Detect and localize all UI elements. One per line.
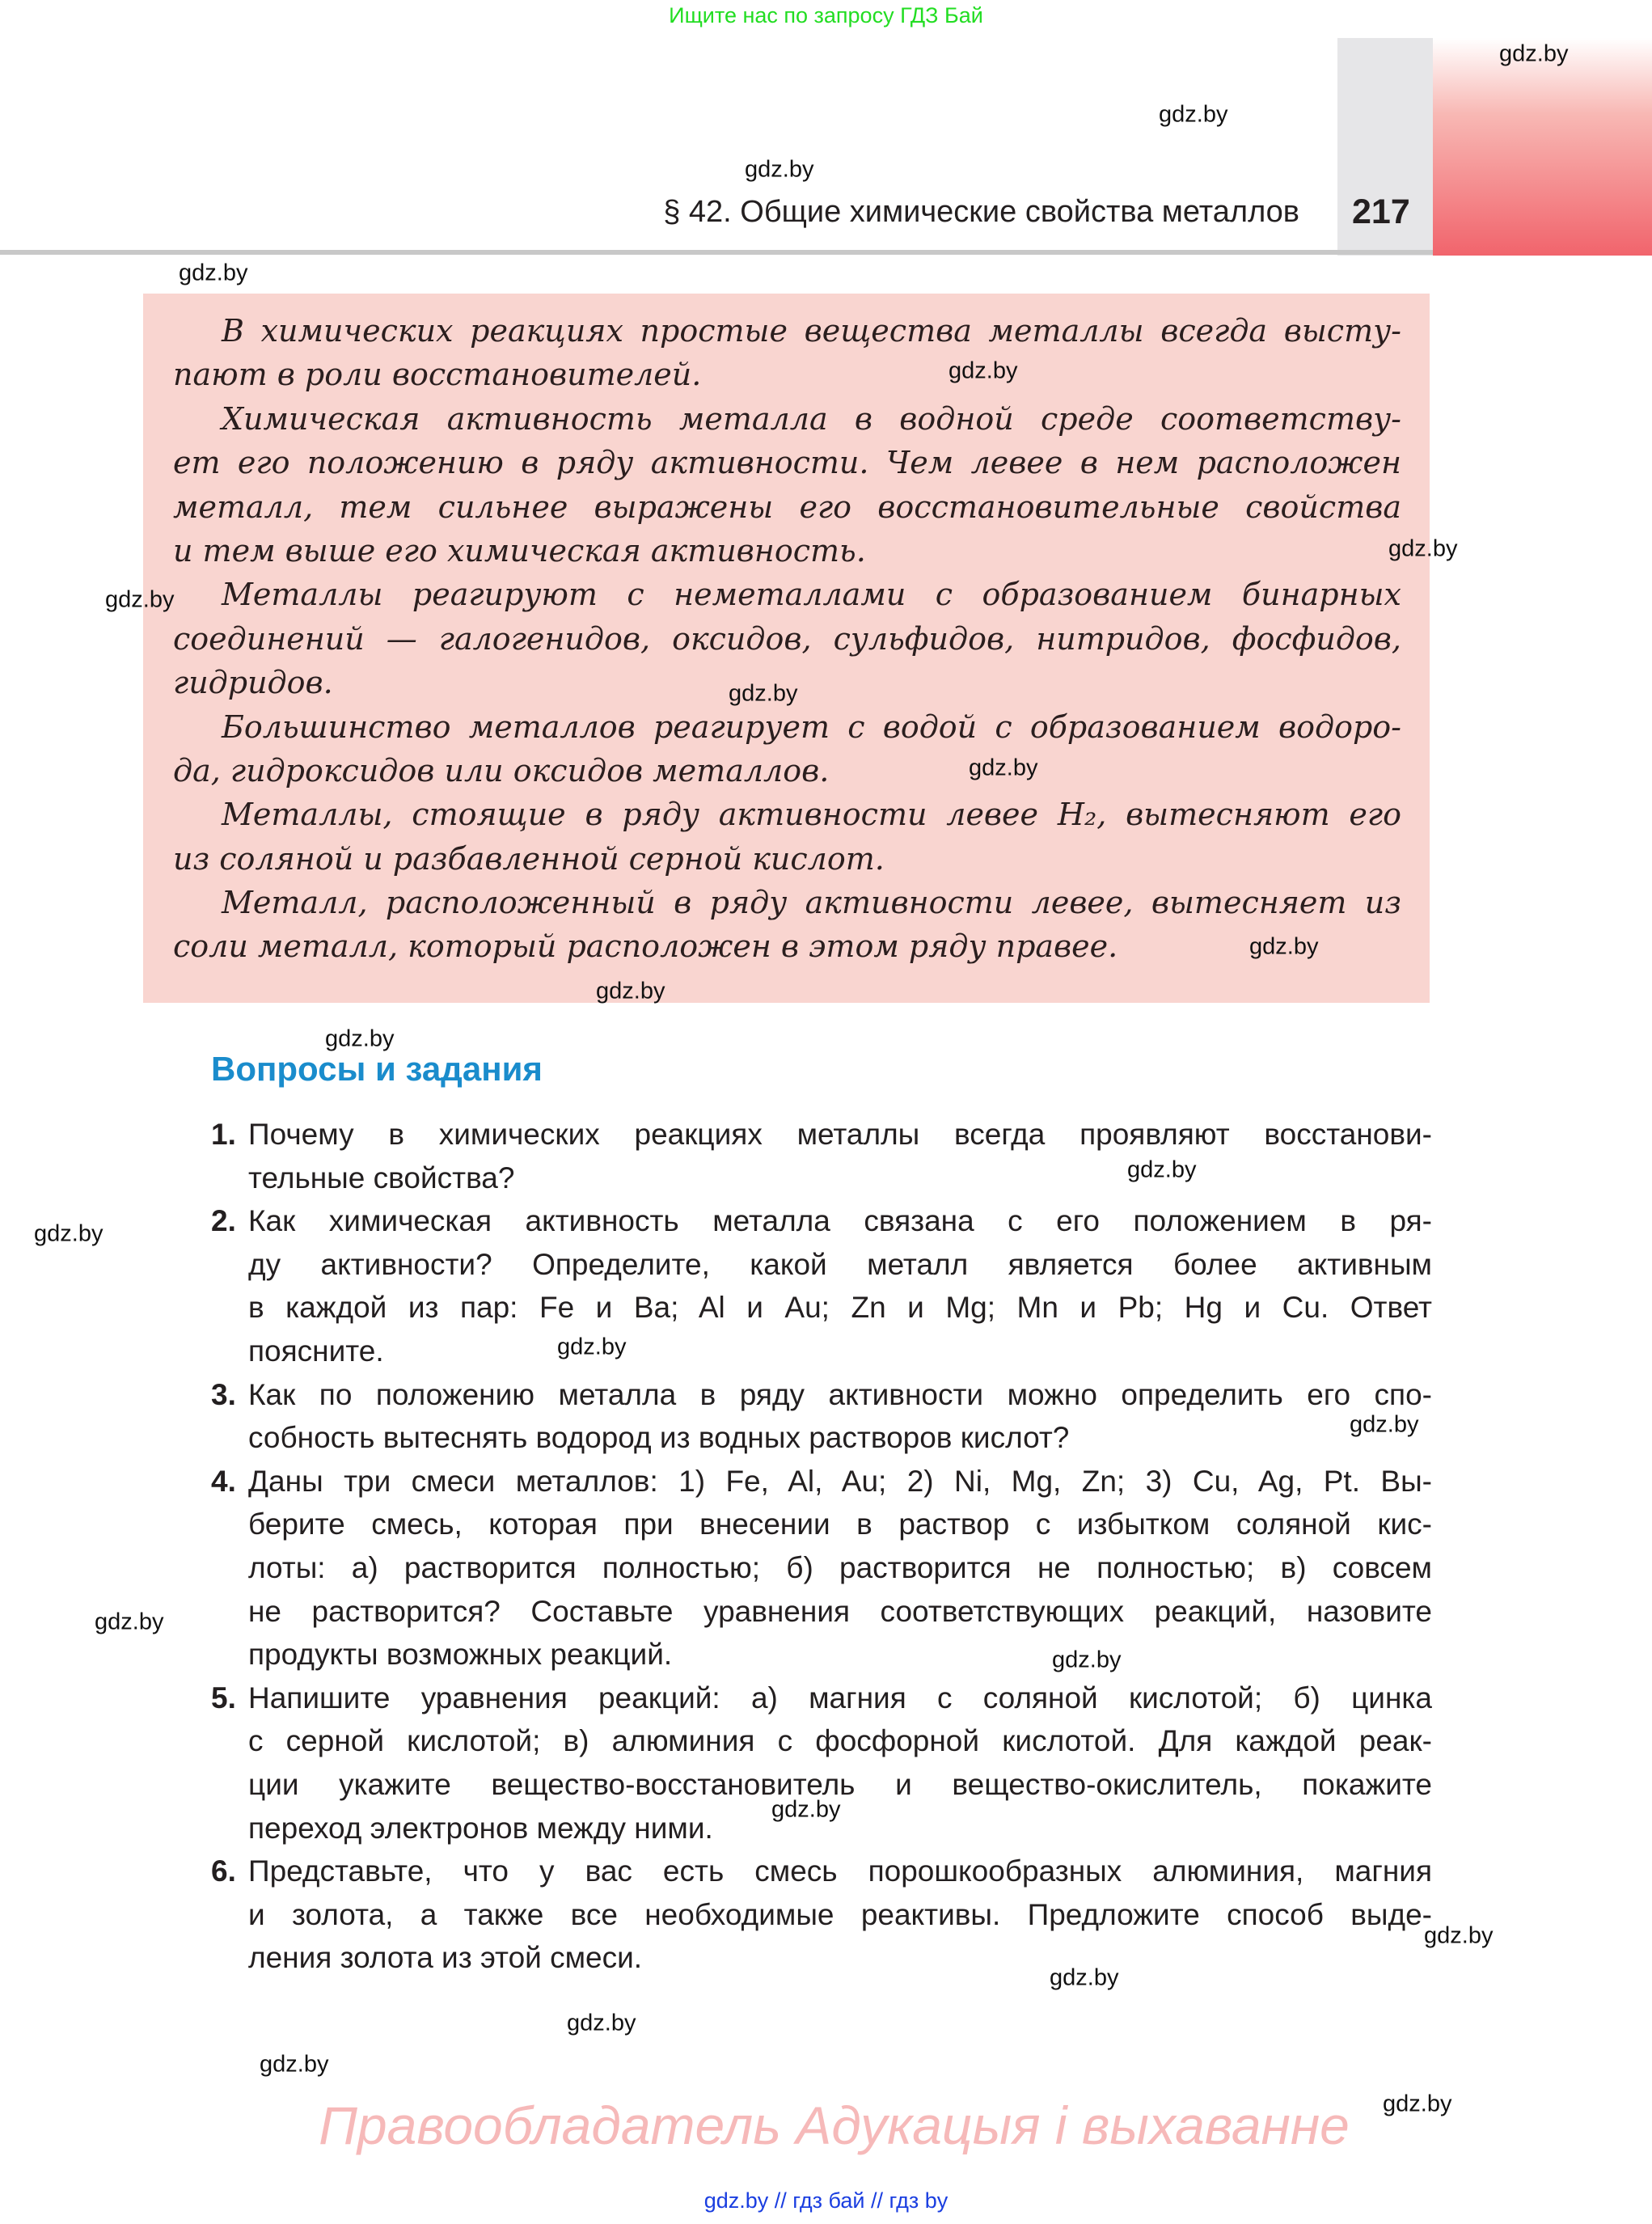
question-line: с серной кислотой; в) алюминия с фосфорной кислотой. Для каждой реак- (248, 1724, 1432, 1758)
question-number: 1. (211, 1118, 236, 1151)
summary-line: пают в роли восстановителей. (173, 357, 702, 393)
question-line: ду активности? Определите, какой металл является более активным (248, 1247, 1432, 1281)
gdz-watermark: gdz.by (771, 1796, 841, 1823)
gdz-watermark: gdz.by (949, 357, 1018, 384)
summary-line: В химических реакциях простые вещества металлы всегда высту- (222, 313, 1401, 349)
gdz-watermark: gdz.by (34, 1220, 104, 1247)
summary-paragraph (173, 309, 1401, 397)
questions-heading: Вопросы и задания (211, 1050, 543, 1088)
page-number: 217 (1352, 192, 1410, 231)
section-title: § 42. Общие химические свойства металлов (663, 195, 1299, 229)
question-line: Почему в химических реакциях металлы всегда проявляют восстанови- (248, 1118, 1432, 1151)
gdz-watermark: gdz.by (1350, 1411, 1419, 1438)
summary-text (173, 309, 1401, 969)
summary-line: да, гидроксидов или оксидов металлов. (173, 752, 830, 789)
question-line: тельные свойства? (248, 1161, 515, 1194)
gdz-watermark: gdz.by (1052, 1647, 1122, 1673)
question-line: Как химическая активность металла связана с его положением в ря- (248, 1204, 1432, 1238)
gdz-watermark: gdz.by (1159, 101, 1228, 128)
question-line: Как по положению металла в ряду активности можно определить его спо- (248, 1377, 1432, 1411)
summary-line: Большинство металлов реагирует с водой с образованием водоро- (222, 708, 1401, 745)
summary-line: Металлы, стоящие в ряду активности левее H₂, вытесняют его (222, 797, 1401, 833)
question-line: лоты: а) растворится полностью; б) растворится не полностью; в) совсем (248, 1550, 1432, 1584)
gdz-watermark: gdz.by (1249, 933, 1319, 960)
summary-line: Химическая активность металла в водной среде соответству- (222, 400, 1401, 437)
gdz-watermark: gdz.by (1424, 1922, 1494, 1949)
gdz-watermark: gdz.by (105, 586, 175, 613)
summary-line: гидридов. (173, 665, 333, 701)
question-line: Представьте, что у вас есть смесь порошкообразных алюминия, магния (248, 1854, 1432, 1888)
summary-paragraph (173, 793, 1401, 881)
question-number: 3. (211, 1377, 236, 1411)
summary-line: Металл, расположенный в ряду активности левее, вытесняет из (222, 885, 1401, 921)
question-line: Напишите уравнения реакций: а) магния с соляной кислотой; б) цинка (248, 1681, 1432, 1715)
question-item (211, 1113, 1432, 1199)
summary-paragraph (173, 705, 1401, 793)
question-line: не растворится? Составьте уравнения соответствующих реакций, назовите (248, 1594, 1432, 1628)
gdz-watermark: gdz.by (1050, 1964, 1119, 1991)
question-line: продукты возможных реакций. (248, 1638, 673, 1672)
page-corner-decoration (1433, 38, 1652, 256)
gdz-watermark: gdz.by (1499, 40, 1569, 67)
question-line: ции укажите вещество-восстановитель и вещество-окислитель, покажите (248, 1767, 1432, 1801)
question-number: 5. (211, 1681, 236, 1715)
summary-line: и тем выше его химическая активность. (173, 532, 866, 569)
summary-line: ет его положению в ряду активности. Чем левее в нем расположен (173, 445, 1401, 481)
gdz-watermark: gdz.by (729, 680, 798, 707)
gdz-watermark: gdz.by (557, 1334, 627, 1360)
question-line: переход электронов между ними. (248, 1811, 713, 1845)
copyright-watermark: Правообладатель Адукацыя і выхаванне (319, 2095, 1350, 2155)
summary-line: Металлы реагируют с неметаллами с образованием бинарных (222, 577, 1401, 613)
gdz-watermark: gdz.by (567, 2010, 636, 2036)
gdz-watermark: gdz.by (1388, 535, 1458, 562)
gdz-watermark: gdz.by (969, 755, 1038, 781)
summary-line: из соляной и разбавленной серной кислот. (173, 840, 885, 877)
question-item (211, 1850, 1432, 1980)
summary-line: соединений — галогенидов, оксидов, сульфидов, нитридов, фосфидов, (173, 620, 1401, 657)
summary-paragraph (173, 397, 1401, 573)
question-line: собность вытеснять водород из водных растворов кислот? (248, 1421, 1070, 1455)
footer-links[interactable]: gdz.by // гдз бай // гдз by (703, 2188, 949, 2213)
question-line: Даны три смеси металлов: 1) Fe, Al, Au; 2) Ni, Mg, Zn; 3) Cu, Ag, Pt. Вы- (248, 1464, 1432, 1498)
question-item (211, 1676, 1432, 1850)
header-divider (0, 250, 1433, 255)
gdz-watermark: gdz.by (260, 2051, 329, 2078)
question-number: 6. (211, 1854, 236, 1888)
summary-line: соли металл, который расположен в этом ряду правее. (173, 928, 1118, 965)
gdz-watermark: gdz.by (1383, 2091, 1452, 2117)
gdz-watermark: gdz.by (179, 260, 248, 286)
question-line: берите смесь, которая при внесении в раствор с избытком соляной кис- (248, 1507, 1432, 1541)
question-item (211, 1460, 1432, 1676)
summary-paragraph (173, 881, 1401, 969)
gdz-watermark: gdz.by (596, 978, 665, 1004)
questions-list (211, 1113, 1432, 1980)
gdz-watermark: gdz.by (1127, 1156, 1197, 1183)
question-line: в каждой из пар: Fe и Ba; Al и Au; Zn и Mg; Mn и Pb; Hg и Cu. Ответ (248, 1291, 1432, 1325)
question-number: 4. (211, 1464, 236, 1498)
gdz-watermark: gdz.by (745, 156, 814, 183)
question-item (211, 1199, 1432, 1372)
search-banner: Ищите нас по запросу ГДЗ Бай (669, 3, 983, 27)
question-line: и золота, а также все необходимые реактивы. Предложите способ выде- (248, 1897, 1432, 1931)
question-item (211, 1373, 1432, 1460)
question-number: 2. (211, 1204, 236, 1238)
gdz-watermark: gdz.by (325, 1025, 395, 1052)
summary-line: металл, тем сильнее выражены его восстановительные свойства (173, 488, 1401, 525)
gdz-watermark: gdz.by (95, 1609, 164, 1635)
question-line: ления золота из этой смеси. (248, 1941, 643, 1975)
question-line: поясните. (248, 1334, 384, 1368)
